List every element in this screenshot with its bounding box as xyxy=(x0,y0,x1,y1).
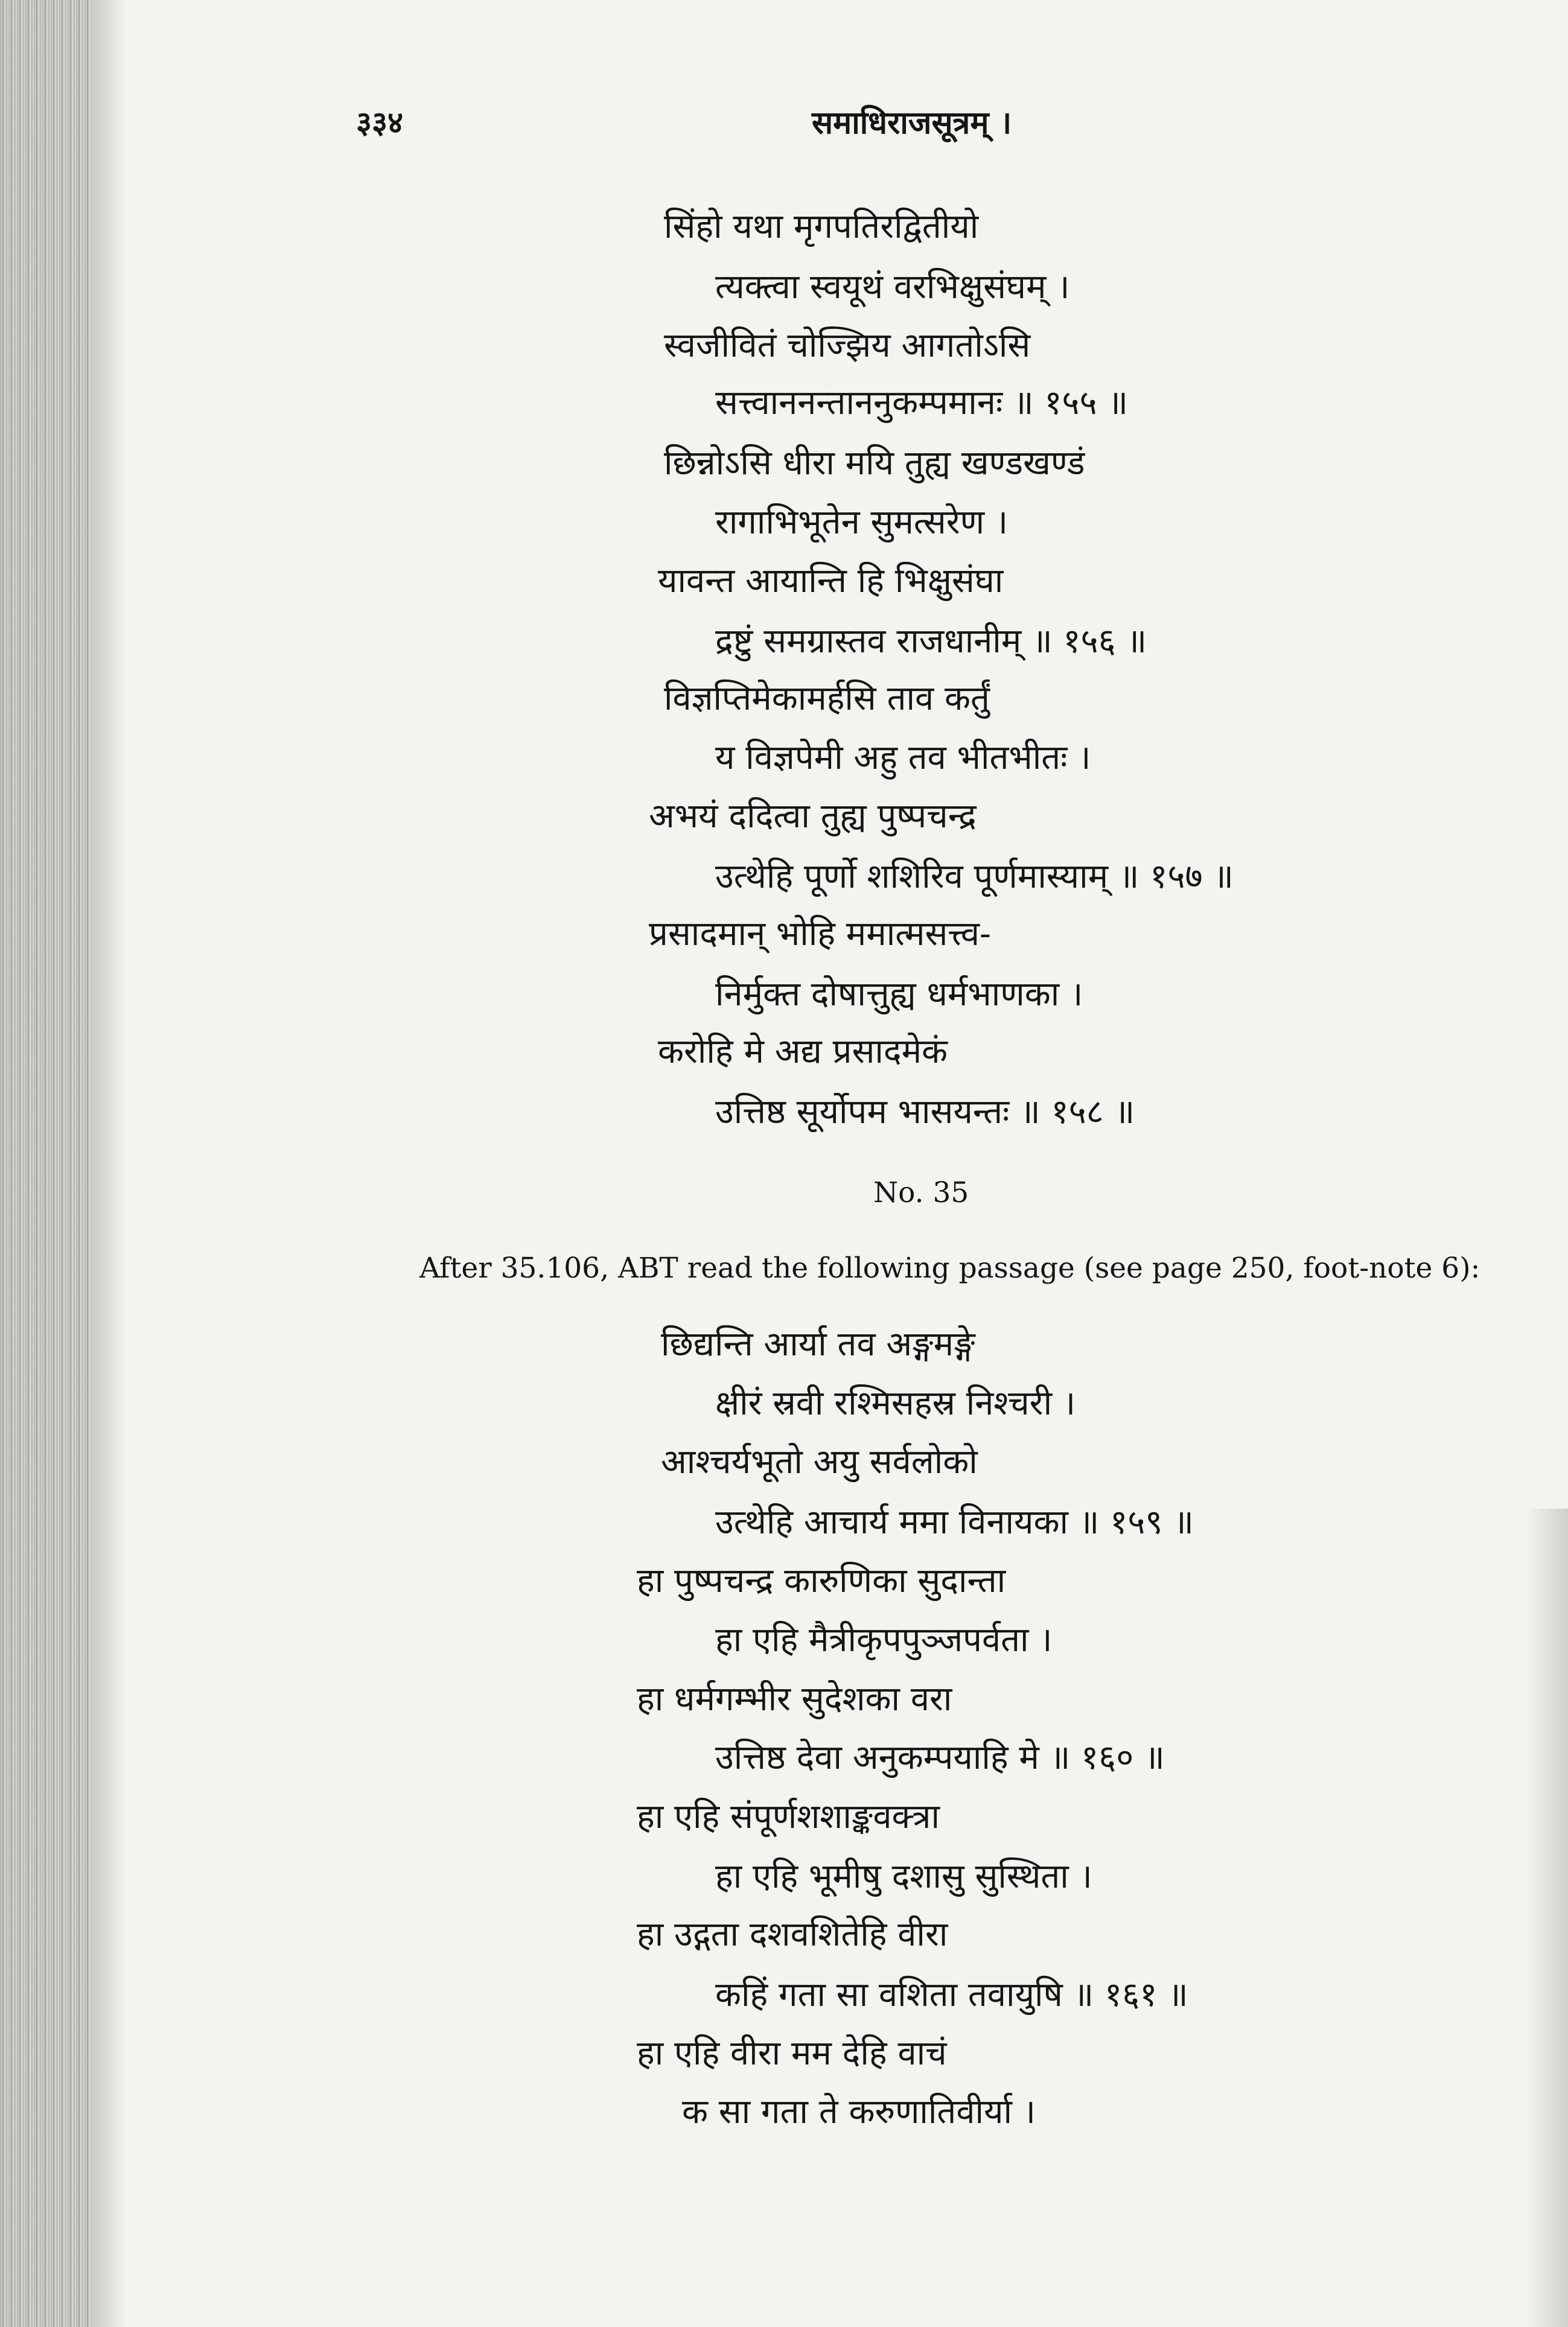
verse-line: आश्चर्यभूतो अयु सर्वलोको xyxy=(661,1442,978,1482)
verse-line: द्रष्टुं समग्रास्तव राजधानीम् ॥ १५६ ॥ xyxy=(715,622,1147,661)
verse-line: हा एहि मैत्रीकृपपुञ्जपर्वता । xyxy=(715,1620,1053,1660)
verse-line: हा एहि वीरा मम देहि वाचं xyxy=(637,2034,947,2073)
passage-note: After 35.106, ABT read the following passage (see page 250, foot-note 6): xyxy=(419,1252,1480,1285)
verse-line: स्वजीवितं चोज्झिय आगतोऽसि xyxy=(664,326,1031,365)
verse-line: कहिं गता सा वशिता तवायुषि ॥ १६१ ॥ xyxy=(715,1975,1188,2014)
verse-line: रागाभिभूतेन सुमत्सरेण । xyxy=(715,503,1009,542)
verse-line: हा धर्मगम्भीर सुदेशका वरा xyxy=(637,1679,952,1719)
verse-line: निर्मुक्त दोषात्तुह्य धर्मभाणका । xyxy=(715,975,1083,1014)
verse-line: उत्तिष्ठ देवा अनुकम्पयाहि मे ॥ १६० ॥ xyxy=(715,1738,1165,1777)
verse-line: उत्तिष्ठ सूर्योपम भासयन्तः ॥ १५८ ॥ xyxy=(715,1092,1135,1132)
verse-line: सत्त्वाननन्ताननुकम्पमानः ॥ १५५ ॥ xyxy=(715,383,1129,422)
verse-line: करोहि मे अद्य प्रसादमेकं xyxy=(658,1032,948,1071)
verse-line: छिन्नोऽसि धीरा मयि तुह्य खण्डखण्डं xyxy=(664,444,1085,483)
verse-line: प्रसादमान् भोहि ममात्मसत्त्व- xyxy=(649,914,991,953)
section-number: No. 35 xyxy=(873,1176,969,1209)
verse-line: सिंहो यथा मृगपतिरद्वितीयो xyxy=(664,207,979,246)
verse-line: क्षीरं स्रवी रश्मिसहस्र निश्चरी । xyxy=(715,1384,1076,1423)
verse-line: छिद्यन्ति आर्या तव अङ्गमङ्गे xyxy=(661,1325,975,1364)
verse-line: हा एहि भूमीषु दशासु सुस्थिता । xyxy=(715,1857,1092,1896)
book-binding-shadow xyxy=(0,0,91,2327)
page-number: ३३४ xyxy=(356,104,403,140)
verse-line: उत्थेहि पूर्णो शशिरिव पूर्णमास्याम् ॥ १५७ ॥ xyxy=(715,857,1234,896)
verse-line: विज्ञप्तिमेकामर्हसि ताव कर्तुं xyxy=(664,679,990,718)
page-edge-shadow xyxy=(1526,1509,1568,2327)
verse-line: त्यक्त्वा स्वयूथं वरभिक्षुसंघम् । xyxy=(715,267,1070,307)
verse-line: उत्थेहि आचार्य ममा विनायका ॥ १५९ ॥ xyxy=(715,1503,1194,1542)
verse-line: हा उद्गता दशवशितेहि वीरा xyxy=(637,1915,948,1954)
verse-line: यावन्त आयान्ति हि भिक्षुसंघा xyxy=(658,561,1004,600)
verse-line: य विज्ञपेमी अहु तव भीतभीतः । xyxy=(715,738,1091,777)
verse-line: क सा गता ते करुणातिवीर्या । xyxy=(682,2092,1036,2131)
verse-line: हा एहि संपूर्णशशाङ्कवक्त्रा xyxy=(637,1797,940,1836)
verse-line: हा पुष्पचन्द्र कारुणिका सुदान्ता xyxy=(637,1561,1006,1600)
gutter-shadow xyxy=(91,0,127,2327)
running-title: समाधिराजसूत्रम् । xyxy=(812,104,1012,141)
verse-line: अभयं ददित्वा तुह्य पुष्पचन्द्र xyxy=(649,797,977,836)
